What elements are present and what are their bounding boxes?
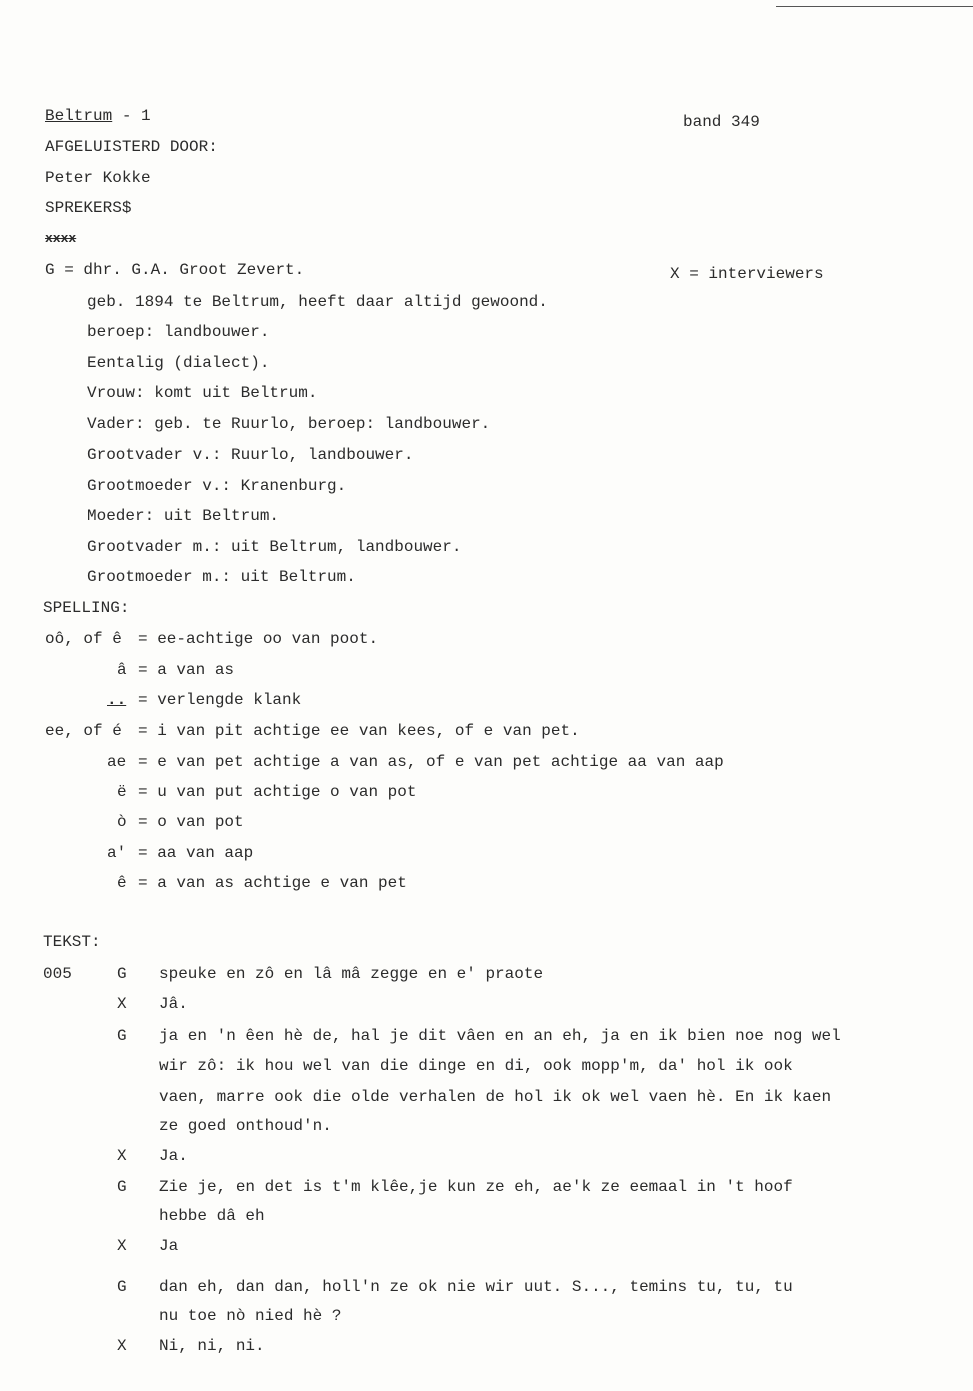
spelling-symbol: ò	[117, 813, 127, 831]
speaker-detail: Moeder: uit Beltrum.	[87, 507, 280, 525]
transcript-line: Jâ.	[159, 995, 188, 1013]
spelling-description: = aa van aap	[138, 844, 254, 862]
speaker-marker: G	[117, 965, 127, 983]
speaker-detail: beroep: landbouwer.	[87, 323, 270, 341]
transcript-line: nu toe nò nied hè ?	[159, 1307, 342, 1325]
transcript-line: speuke en zô en lâ mâ zegge en e' praote	[159, 965, 544, 983]
place-name: Beltrum	[45, 107, 113, 125]
speaker-detail: Vader: geb. te Ruurlo, beroep: landbouwer.	[87, 415, 491, 433]
doc-title	[45, 106, 151, 126]
transcript-line: dan eh, dan dan, holl'n ze ok nie wir uut. S..., temins tu, tu, tu	[159, 1278, 793, 1296]
spelling-symbol: oô, of ê	[45, 630, 122, 648]
speaker-marker: G	[117, 1178, 127, 1196]
spelling-symbol: a'	[107, 844, 127, 862]
speaker-marker: X	[117, 1237, 127, 1255]
transcript-line: wir zô: ik hou wel van die dinge en di, ook mopp'm, da' hol ik ook	[159, 1057, 793, 1075]
spelling-description: = o van pot	[138, 813, 244, 831]
speaker-marker: X	[117, 1147, 127, 1165]
speaker-detail: geb. 1894 te Beltrum, heeft daar altijd gewoond.	[87, 293, 548, 311]
speaker-marker: G	[117, 1027, 127, 1045]
transcript-line: ze goed onthoud'n.	[159, 1117, 332, 1135]
spelling-symbol: ê	[117, 874, 127, 892]
transcript-line: Ja.	[159, 1147, 188, 1165]
struck-text: xxxx	[45, 231, 77, 246]
spelling-description: = ee-achtige oo van poot.	[138, 630, 379, 648]
spelling-description: = a van as	[138, 661, 235, 679]
speaker-detail: Eentalig (dialect).	[87, 354, 270, 372]
recorded-by-label: AFGELUISTERD DOOR:	[45, 138, 218, 156]
speaker-detail: Grootvader v.: Ruurlo, landbouwer.	[87, 446, 414, 464]
speaker-detail: Grootvader m.: uit Beltrum, landbouwer.	[87, 538, 462, 556]
speaker-marker: X	[117, 1337, 127, 1355]
spelling-description: = e van pet achtige a van as, of e van pet achtige aa van aap	[138, 753, 724, 771]
transcript-line: Zie je, en det is t'm klêe,je kun ze eh, ae'k ze eemaal in 't hoof	[159, 1178, 793, 1196]
recorded-by-name: Peter Kokke	[45, 169, 151, 187]
speakers-label: SPREKERS$	[45, 199, 132, 217]
speaker-line: G = dhr. G.A. Groot Zevert.	[45, 261, 305, 279]
spelling-description: = a van as achtige e van pet	[138, 874, 407, 892]
spelling-description: = verlengde klank	[138, 691, 302, 709]
speaker-detail: Grootmoeder m.: uit Beltrum.	[87, 568, 356, 586]
tekst-label: TEKST:	[43, 933, 101, 951]
top-rule	[776, 6, 973, 7]
transcript-line: vaen, marre ook die olde verhalen de hol ik ok wel vaen hè. En ik kaen	[159, 1088, 832, 1106]
transcript-line: hebbe dâ eh	[159, 1207, 265, 1225]
spelling-symbol: â	[117, 661, 127, 679]
spelling-symbol: ..	[107, 691, 127, 709]
speaker-marker: G	[117, 1278, 127, 1296]
spelling-symbol: ae	[107, 753, 127, 771]
interviewers-note: X = interviewers	[670, 265, 824, 283]
spelling-symbol: ë	[117, 783, 127, 801]
transcript-line: Ja	[159, 1237, 179, 1255]
spelling-description: = u van put achtige o van pot	[138, 783, 417, 801]
band-number: band 349	[683, 113, 760, 131]
speaker-marker: X	[117, 995, 127, 1013]
spelling-symbol: ee, of é	[45, 722, 122, 740]
spelling-label: SPELLING:	[43, 599, 130, 617]
transcript-line: Ni, ni, ni.	[159, 1337, 265, 1355]
title-suffix: - 1	[112, 107, 151, 125]
segment-number: 005	[43, 965, 72, 983]
speaker-detail: Vrouw: komt uit Beltrum.	[87, 384, 318, 402]
speaker-detail: Grootmoeder v.: Kranenburg.	[87, 477, 347, 495]
spelling-description: = i van pit achtige ee van kees, of e van pet.	[138, 722, 580, 740]
transcript-line: ja en 'n êen hè de, hal je dit vâen en an eh, ja en ik bien noe nog wel	[159, 1027, 841, 1045]
